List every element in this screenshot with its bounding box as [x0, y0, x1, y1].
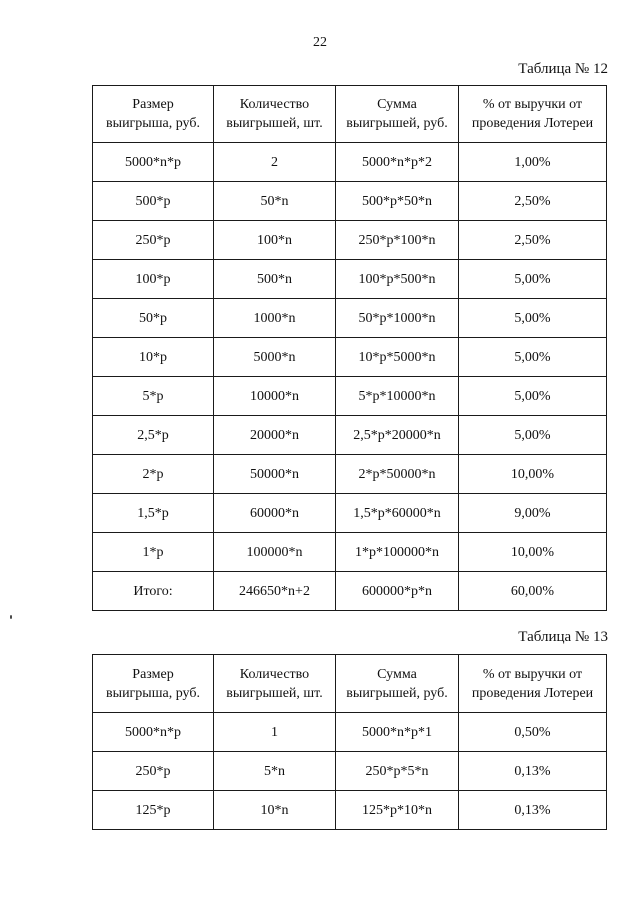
page-number: 22: [313, 35, 327, 50]
cell-prize-sum: 250*p*100*n: [336, 221, 459, 260]
cell-revenue-percent: 5,00%: [459, 416, 607, 455]
cell-prize-count: 2: [214, 143, 336, 182]
cell-prize-sum: 5000*n*p*1: [336, 713, 459, 752]
cell-revenue-percent: 5,00%: [459, 338, 607, 377]
cell-prize-count: 500*n: [214, 260, 336, 299]
cell-prize-sum: 1,5*p*60000*n: [336, 494, 459, 533]
cell-prize-sum: 50*p*1000*n: [336, 299, 459, 338]
header-line: выигрышей, руб.: [346, 685, 448, 701]
cell-prize-size: 10*p: [93, 338, 214, 377]
cell-prize-sum: 100*p*500*n: [336, 260, 459, 299]
cell-prize-size: Итого:: [93, 572, 214, 611]
header-line: Количество: [239, 666, 310, 682]
prize-table-12: [92, 85, 607, 611]
table-header-row: [93, 655, 607, 713]
header-line: выигрыша, руб.: [106, 685, 200, 701]
cell-revenue-percent: 5,00%: [459, 299, 607, 338]
cell-prize-size: 2,5*p: [93, 416, 214, 455]
cell-prize-count: 1: [214, 713, 336, 752]
header-line: Сумма: [377, 666, 417, 682]
table-row: [93, 494, 607, 533]
table-row: [93, 299, 607, 338]
table-12-caption: Таблица № 12: [518, 61, 608, 77]
cell-revenue-percent: 1,00%: [459, 143, 607, 182]
table-row: [93, 260, 607, 299]
cell-prize-count: 5000*n: [214, 338, 336, 377]
cell-revenue-percent: 60,00%: [459, 572, 607, 611]
table-row: [93, 416, 607, 455]
cell-revenue-percent: 10,00%: [459, 533, 607, 572]
cell-prize-count: 10*n: [214, 791, 336, 830]
header-prize-sum: [336, 86, 459, 143]
table-row: [93, 377, 607, 416]
cell-prize-sum: 600000*p*n: [336, 572, 459, 611]
header-prize-size: [93, 655, 214, 713]
header-revenue-percent: [459, 86, 607, 143]
cell-prize-count: 5*n: [214, 752, 336, 791]
table-row: [93, 752, 607, 791]
table-row: [93, 338, 607, 377]
cell-prize-sum: 1*p*100000*n: [336, 533, 459, 572]
header-line: проведения Лотереи: [471, 116, 594, 131]
cell-prize-size: 5*p: [93, 377, 214, 416]
scan-speck: [10, 615, 12, 619]
cell-prize-count: 20000*n: [214, 416, 336, 455]
header-line: выигрыша, руб.: [106, 116, 200, 131]
cell-prize-size: 5000*n*p: [93, 143, 214, 182]
header-line: выигрышей, шт.: [226, 116, 323, 131]
cell-prize-count: 246650*n+2: [214, 572, 336, 611]
cell-prize-sum: 5*p*10000*n: [336, 377, 459, 416]
cell-prize-sum: 250*p*5*n: [336, 752, 459, 791]
header-line: Размер: [132, 666, 174, 682]
cell-prize-count: 60000*n: [214, 494, 336, 533]
cell-prize-size: 500*p: [93, 182, 214, 221]
cell-prize-count: 100000*n: [214, 533, 336, 572]
table-header-row: [93, 86, 607, 143]
header-prize-sum: [336, 655, 459, 713]
cell-prize-sum: 2,5*p*20000*n: [336, 416, 459, 455]
header-prize-count: [214, 86, 336, 143]
cell-prize-size: 50*p: [93, 299, 214, 338]
table-row: [93, 221, 607, 260]
cell-prize-sum: 500*p*50*n: [336, 182, 459, 221]
cell-revenue-percent: 5,00%: [459, 260, 607, 299]
header-line: % от выручки от: [482, 97, 583, 112]
cell-prize-size: 125*p: [93, 791, 214, 830]
cell-prize-count: 100*n: [214, 221, 336, 260]
table-row: [93, 143, 607, 182]
header-line: % от выручки от: [482, 666, 583, 682]
cell-prize-sum: 125*p*10*n: [336, 791, 459, 830]
header-revenue-percent: [459, 655, 607, 713]
cell-revenue-percent: 10,00%: [459, 455, 607, 494]
cell-prize-size: 250*p: [93, 752, 214, 791]
cell-prize-sum: 5000*n*p*2: [336, 143, 459, 182]
cell-prize-sum: 2*p*50000*n: [336, 455, 459, 494]
header-line: Сумма: [377, 97, 417, 112]
table-row: [93, 182, 607, 221]
table-row: [93, 713, 607, 752]
cell-revenue-percent: 0,13%: [459, 752, 607, 791]
table-13-caption: Таблица № 13: [518, 629, 608, 645]
cell-revenue-percent: 9,00%: [459, 494, 607, 533]
cell-prize-size: 5000*n*p: [93, 713, 214, 752]
prize-table-13: [92, 654, 607, 830]
cell-prize-count: 10000*n: [214, 377, 336, 416]
cell-prize-size: 250*p: [93, 221, 214, 260]
cell-prize-sum: 10*p*5000*n: [336, 338, 459, 377]
cell-prize-count: 50*n: [214, 182, 336, 221]
cell-prize-size: 1*p: [93, 533, 214, 572]
cell-prize-size: 2*p: [93, 455, 214, 494]
table-row: [93, 572, 607, 611]
cell-revenue-percent: 2,50%: [459, 221, 607, 260]
header-prize-count: [214, 655, 336, 713]
cell-revenue-percent: 0,50%: [459, 713, 607, 752]
cell-prize-size: 100*p: [93, 260, 214, 299]
table-row: [93, 533, 607, 572]
cell-prize-size: 1,5*p: [93, 494, 214, 533]
header-prize-size: [93, 86, 214, 143]
header-line: Размер: [132, 97, 174, 112]
table-row: [93, 455, 607, 494]
cell-revenue-percent: 2,50%: [459, 182, 607, 221]
header-line: выигрышей, шт.: [226, 685, 323, 701]
cell-revenue-percent: 5,00%: [459, 377, 607, 416]
header-line: Количество: [239, 97, 310, 112]
table-row: [93, 791, 607, 830]
cell-revenue-percent: 0,13%: [459, 791, 607, 830]
header-line: выигрышей, руб.: [346, 116, 448, 131]
cell-prize-count: 1000*n: [214, 299, 336, 338]
header-line: проведения Лотереи: [471, 685, 594, 701]
cell-prize-count: 50000*n: [214, 455, 336, 494]
